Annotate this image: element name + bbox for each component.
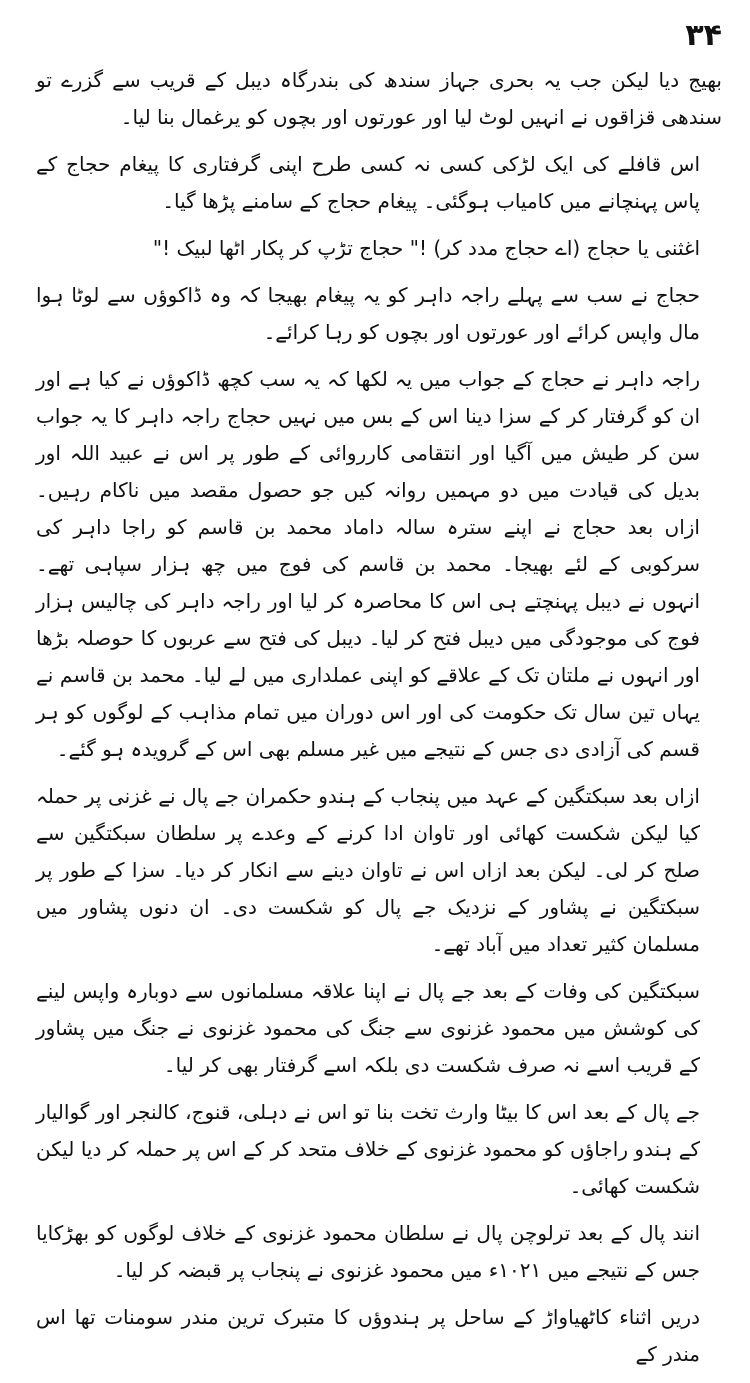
paragraph-raja-dahir: راجہ داہر نے حجاج کے جواب میں یہ لکھا کہ یہ سب کچھ ڈاکوؤں نے کیا ہے اور ان کو گرفتار کر کے سزا دینا اس کے بس میں نہیں حجاج راجہ داہر کا یہ جواب سن کر طیش میں آگیا اور انتقامی کارروائی کے طور پر اس نے عبید اللہ اور بدیل کی قیادت میں دو مہمیں روانہ کیں جو حصول مقصد میں ناکام رہیں۔ ازاں بعد حجاج نے اپنے سترہ سالہ داماد محمد بن قاسم کو راجا داہر کی سرکوبی کے لئے بھیجا۔ محمد بن قاسم کی فوج میں چھ ہزار سپاہی تھے۔ انہوں نے دیبل پہنچتے ہی اس کا محاصرہ کر لیا اور راجہ داہر کی چالیس ہزار فوج کی موجودگی میں دیبل فتح کر لیا۔ دیبل کی فتح سے عربوں کا حوصلہ بڑھا اور انہوں نے ملتان تک کے علاقے کو اپنی عملداری میں لے لیا۔ محمد بن قاسم نے یہاں تین سال تک حکومت کی اور اس دوران میں تمام مذاہب کے لوگوں کو ہر قسم کی آزادی دی جس کے نتیجے میں غیر مسلم بھی اس کے گرویدہ ہو گئے۔ — [36, 367, 700, 761]
paragraph-hajjaj-message: حجاج نے سب سے پہلے راجہ داہر کو یہ پیغام بھیجا کہ وہ ڈاکوؤں سے لوٹا ہوا مال واپس کرائے اور عورتوں اور بچوں کو رہا کرائے۔ — [36, 283, 700, 344]
paragraph-plea: اغثنی یا حجاج (اے حجاج مدد کر) !" حجاج تڑپ کر پکار اٹھا لبیک !" — [152, 236, 700, 260]
paragraph-sabuktigin: ازاں بعد سبکتگین کے عہد میں پنجاب کے ہندو حکمران جے پال نے غزنی پر حملہ کیا لیکن شکست کھائی اور تاوان ادا کرنے کے وعدے پر سلطان سبکتگین سے صلح کر لی۔ لیکن بعد ازاں اس نے تاوان دینے سے انکار کر دیا۔ سزا کے طور پر سبکتگین نے پشاور کے نزدیک جے پال کو شکست دی۔ ان دنوں پشاور میں مسلمان کثیر تعداد میں آباد تھے۔ — [36, 784, 700, 956]
paragraph-successor: جے پال کے بعد اس کا بیٹا وارث تخت بنا تو اس نے دہلی، قنوج، کالنجر اور گوالیار کے ہندو راجاؤں کو محمود غزنوی کے خلاف متحد کر کے اس پر حملہ کر دیا لیکن شکست کھائی۔ — [36, 1100, 700, 1198]
page-body — [36, 62, 722, 1383]
paragraph-somnath: دریں اثناء کاٹھیاواڑ کے ساحل پر ہندوؤں کا متبرک ترین مندر سومنات تھا اس مندر کے — [36, 1305, 700, 1366]
paragraph-caravan-girl: اس قافلے کی ایک لڑکی کسی نہ کسی طرح اپنی گرفتاری کا پیغام حجاج کے پاس پہنچانے میں کامیاب ہوگئی۔ پیغام حجاج کے سامنے پڑھا گیا۔ — [36, 152, 700, 213]
page-number: ۳۴ — [685, 18, 722, 53]
paragraph-anandpal: انند پال کے بعد ترلوچن پال نے سلطان محمود غزنوی کے خلاف لوگوں کو بھڑکایا جس کے نتیجے میں ۱۰۲۱ء میں محمود غزنوی نے پنجاب پر قبضہ کر لیا۔ — [36, 1221, 700, 1282]
paragraph-continuation: بھیج دیا لیکن جب یہ بحری جہاز سندھ کی بندرگاہ دیبل کے قریب سے گزرے تو سندھی قزاقوں نے انہیں لوٹ لیا اور عورتوں اور بچوں کو یرغمال بنا لیا۔ — [36, 68, 722, 129]
paragraph-mahmud-jaipal: سبکتگین کی وفات کے بعد جے پال نے اپنا علاقہ مسلمانوں سے دوبارہ واپس لینے کی کوشش میں محمود غزنوی سے جنگ کی محمود غزنوی نے جنگ میں پشاور کے قریب اسے نہ صرف شکست دی بلکہ اسے گرفتار بھی کر لیا۔ — [36, 979, 700, 1077]
